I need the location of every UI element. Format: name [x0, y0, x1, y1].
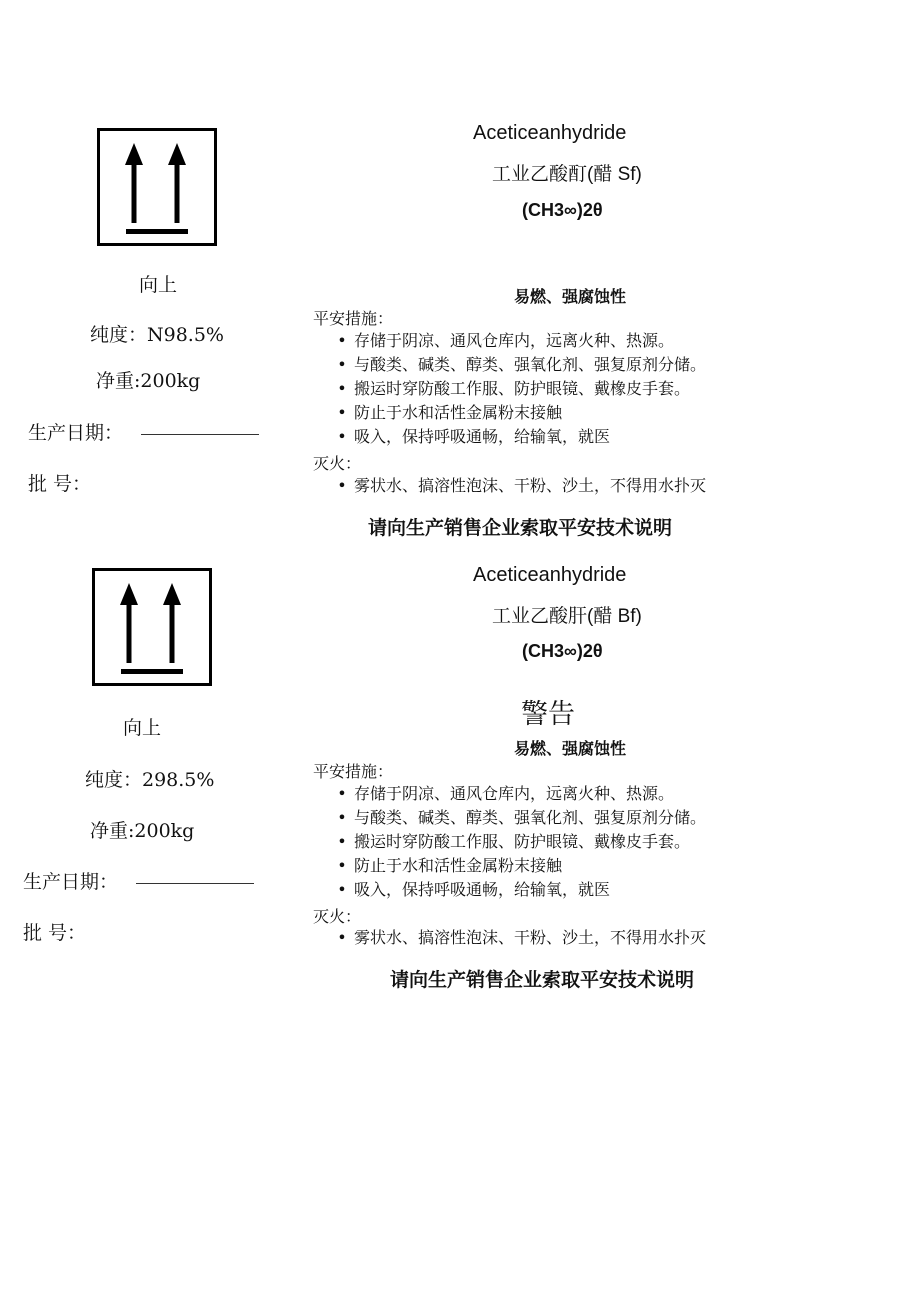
batch-number-label: 批 号： — [28, 473, 92, 495]
fire-fighting-heading: 灭火： — [313, 907, 362, 926]
net-weight-field: 净重:200kg — [96, 370, 201, 392]
list-item: • 存储于阴凉、通风仓库内，远离火种、热源。 — [337, 331, 675, 350]
footer-notice: 请向生产销售企业索取平安技术说明 — [368, 518, 673, 539]
production-date-label: 生产日期： — [23, 871, 119, 893]
list-item: • 吸入，保持呼吸通畅，给输氧，就医 — [337, 427, 611, 446]
batch-number-label: 批 号： — [23, 922, 87, 944]
safety-measures-list — [330, 782, 706, 902]
list-item: • 与酸类、碱类、醇类、强氧化剂、强复原剂分储。 — [337, 808, 707, 827]
direction-label: 向上 — [123, 717, 162, 739]
product-name-cn: 工业乙酸酊(醋 Sf) — [492, 164, 642, 185]
production-date-blank[interactable] — [136, 882, 254, 884]
direction-label: 向上 — [139, 274, 178, 296]
footer-notice: 请向生产销售企业索取平安技术说明 — [390, 970, 695, 991]
hazard-label: 易燃、强腐蚀性 — [514, 289, 627, 306]
product-name-en: Aceticeanhydride — [473, 122, 627, 144]
net-weight-field: 净重:200kg — [90, 820, 195, 842]
list-item: • 与酸类、碱类、醇类、强氧化剂、强复原剂分储。 — [337, 355, 707, 374]
production-date-blank[interactable] — [141, 433, 259, 435]
hazard-label: 易燃、强腐蚀性 — [514, 741, 627, 758]
batch-number-clip — [0, 900, 290, 944]
this-way-up-icon — [92, 568, 212, 686]
list-item: • 搬运时穿防酸工作服、防护眼镜、戴橡皮手套。 — [337, 832, 691, 851]
product-name-en: Aceticeanhydride — [473, 564, 627, 586]
production-date-label: 生产日期： — [28, 422, 124, 444]
warning-signal-word: 警告 — [521, 699, 575, 729]
production-date-field — [28, 418, 259, 445]
chemical-formula: (CH3∞)2θ — [522, 200, 603, 220]
safety-measures-list — [330, 329, 706, 449]
this-way-up-icon — [97, 128, 217, 246]
list-item: • 防止于水和活性金属粉末接触 — [337, 856, 563, 875]
production-date-field — [23, 867, 254, 894]
fire-fighting-list — [330, 926, 706, 950]
list-item: • 雾状水、搞溶性泡沫、干粉、沙土，不得用水扑灭 — [337, 928, 707, 947]
safety-measures-heading: 平安措施： — [313, 309, 394, 328]
list-item: • 防止于水和活性金属粉末接触 — [337, 403, 563, 422]
list-item: • 存储于阴凉、通风仓库内，远离火种、热源。 — [337, 784, 675, 803]
product-name-cn: 工业乙酸肝(醋 Bf) — [492, 606, 642, 627]
list-item: • 搬运时穿防酸工作服、防护眼镜、戴橡皮手套。 — [337, 379, 691, 398]
safety-measures-heading: 平安措施： — [313, 762, 394, 781]
fire-fighting-list — [330, 474, 706, 498]
purity-field: 纯度：298.5% — [85, 769, 215, 791]
chemical-formula: (CH3∞)2θ — [522, 641, 603, 661]
list-item: • 吸入，保持呼吸通畅，给输氧，就医 — [337, 880, 611, 899]
list-item: • 雾状水、搞溶性泡沫、干粉、沙土，不得用水扑灭 — [337, 476, 707, 495]
purity-field: 纯度：N98.5% — [90, 324, 224, 346]
fire-fighting-heading: 灭火： — [313, 454, 362, 473]
